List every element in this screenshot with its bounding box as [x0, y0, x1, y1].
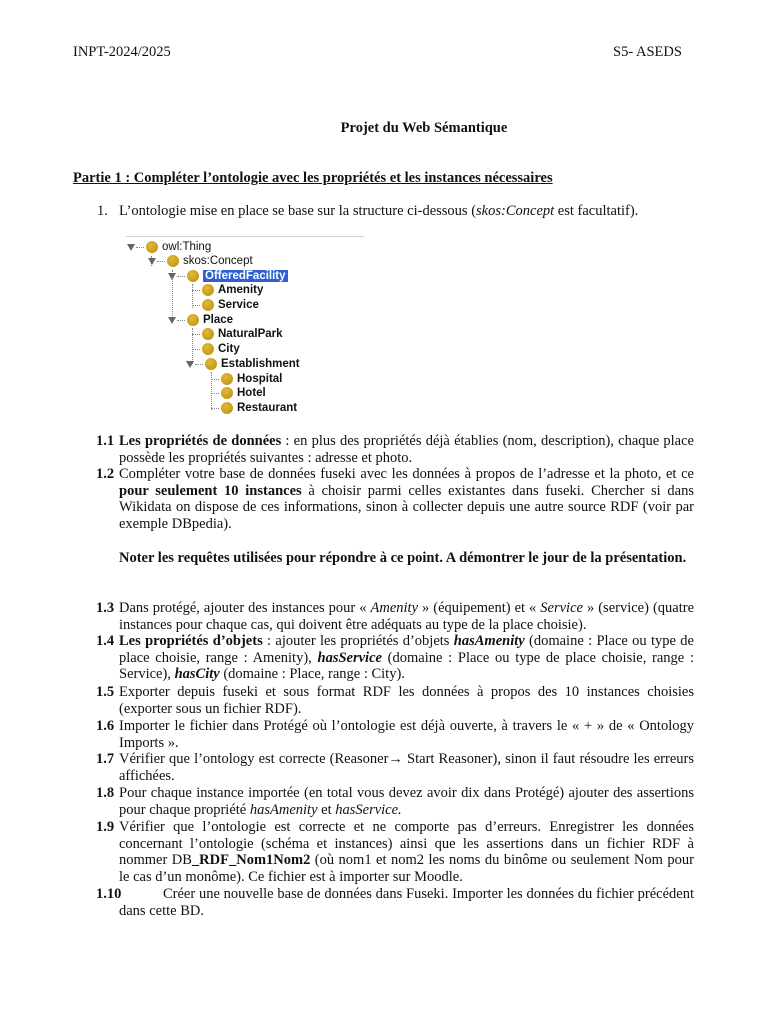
class-icon	[221, 402, 233, 414]
tree-dots	[157, 261, 165, 262]
property-name: hasService.	[335, 801, 402, 818]
section-text: » (service) (quatre instances pour chaque cas, qui doivent être adéquats au type de la place choisie).	[119, 600, 695, 633]
tree-node-restaurant[interactable]	[211, 401, 297, 415]
expand-triangle-icon[interactable]	[127, 244, 135, 251]
section-1-6	[96, 718, 694, 751]
section-text: Exporter depuis fuseki et sous format RDF les données à propos des 10 instances choisies (exporter sous un fichier RDF).	[119, 684, 694, 717]
section-text: Vérifier que l’ontology est correcte (Reasoner→ Start Reasoner), sinon il faut résoudre les erreurs affichées.	[119, 751, 694, 784]
tree-node-place[interactable]	[168, 313, 233, 327]
section-bold: Les propriétés d’objets	[119, 633, 263, 649]
tree-node-amenity[interactable]	[192, 283, 263, 297]
class-icon	[187, 270, 199, 282]
section-bold: _RDF_Nom1Nom2	[191, 852, 311, 868]
section-number: 1.3	[96, 600, 115, 616]
section-1-4	[96, 633, 694, 683]
item-1-skos: skos:Concept	[476, 203, 555, 219]
class-icon	[221, 373, 233, 385]
class-icon	[146, 241, 158, 253]
tree-node-label: Restaurant	[237, 402, 298, 414]
section-number: 1.5	[96, 684, 115, 700]
item-1-text-a: L’ontologie mise en place se base sur la structure ci-dessous (	[119, 203, 477, 219]
tree-dots	[192, 349, 200, 350]
tree-node-hospital[interactable]	[211, 372, 282, 386]
expand-triangle-icon[interactable]	[168, 317, 176, 324]
item-1-text-c: est facultatif).	[554, 203, 639, 219]
section-1-8	[96, 785, 694, 818]
tree-node-label-selected: OfferedFacility	[205, 270, 286, 282]
tree-node-label: Hotel	[237, 387, 266, 399]
tree-dots	[177, 320, 185, 321]
section-number: 1.6	[96, 718, 115, 734]
class-icon	[187, 314, 199, 326]
tree-dots	[211, 393, 219, 394]
section-1-9	[96, 819, 694, 885]
section-text: Vérifier que l’ontologie est correcte et ne comporte pas d’erreurs. Enregistrer les données concernant l’ontologie (schéma et instances) ainsi que les assertions dans un fichier RDF à nommer DB	[119, 819, 694, 868]
class-icon	[221, 387, 233, 399]
section-number: 1.1	[96, 433, 115, 449]
property-name: hasAmenity	[453, 633, 525, 649]
class-icon	[205, 358, 217, 370]
tree-node-label: Place	[203, 314, 234, 326]
tree-dots	[192, 290, 200, 291]
tree-top-border	[126, 236, 364, 237]
section-text: à choisir parmi celles existantes dans fuseki. Chercher si dans Wikidata on dispose de ces informations, sinon à collecter depuis une autre source RDF (voir par exemple DBpedia).	[119, 482, 695, 532]
class-icon	[202, 299, 214, 311]
tree-dots	[195, 364, 203, 365]
ontology-tree	[122, 236, 372, 418]
section-1-5	[96, 684, 694, 717]
tree-node-label: Hospital	[237, 373, 283, 385]
section-text: : en plus des propriétés déjà établies (nom, description), chaque place possède les propriétés suivantes : adresse et photo.	[119, 433, 694, 466]
part1-title: Partie 1 : Compléter l’ontologie avec les propriétés et les instances nécessaires	[73, 170, 553, 186]
section-bold: pour seulement 10 instances	[119, 482, 302, 499]
section-text: et	[317, 801, 336, 818]
section-text: (domaine : Place, range : City).	[219, 666, 405, 682]
class-icon	[202, 343, 214, 355]
tree-node-label: owl:Thing	[162, 241, 212, 253]
tree-dots	[136, 247, 144, 248]
document-title: Projet du Web Sémantique	[340, 120, 508, 136]
section-1-2	[96, 466, 694, 532]
section-text: » (équipement) et «	[418, 600, 541, 616]
tree-dots	[192, 305, 200, 306]
section-1-7	[96, 751, 694, 784]
tree-node-city[interactable]	[192, 342, 240, 356]
tree-node-natural-park[interactable]	[192, 327, 283, 341]
section-1-3	[96, 600, 694, 633]
expand-triangle-icon[interactable]	[168, 273, 176, 280]
section-text: (où nom1 et nom2 les noms du binôme ou seulement Nom pour le cas d’un monôme). Ce fichier est à importer sur Moodle.	[119, 852, 694, 885]
item-1	[97, 203, 638, 220]
section-text: : ajouter les propriétés d’objets	[262, 633, 454, 649]
section-italic: Amenity	[370, 600, 419, 616]
section-number: 1.4	[96, 633, 115, 649]
tree-node-label: Establishment	[221, 358, 300, 370]
tree-node-label: NaturalPark	[218, 328, 283, 340]
section-text: Importer le fichier dans Protégé où l’ontologie est déjà ouverte, à travers le « + » de « Ontology Imports ».	[119, 718, 694, 751]
tree-dots	[177, 276, 185, 277]
section-text: (domaine : Place ou type de place choisie, range : Service),	[119, 649, 694, 682]
tree-dots	[211, 408, 219, 409]
tree-node-label: City	[218, 343, 240, 355]
section-1-1	[96, 433, 694, 466]
property-name: hasCity	[174, 666, 220, 682]
section-bold: Les propriétés de données	[119, 433, 282, 449]
tree-node-label: Service	[218, 299, 259, 311]
tree-node-establishment[interactable]	[186, 357, 300, 371]
section-number: 1.2	[96, 466, 115, 482]
section-number: 1.7	[96, 751, 115, 767]
class-icon	[202, 284, 214, 296]
section-number: 1.9	[96, 819, 115, 835]
tree-dots	[192, 334, 200, 335]
section-text: Créer une nouvelle base de données dans Fuseki. Importer les données du fichier précédent dans cette BD.	[119, 886, 694, 919]
tree-node-offered-facility[interactable]	[168, 269, 288, 283]
expand-triangle-icon[interactable]	[186, 361, 194, 368]
tree-dots	[211, 379, 219, 380]
section-text: Compléter votre base de données fuseki avec les données à propos de l’adresse et la photo, et ce	[119, 466, 694, 482]
tree-node-label: Amenity	[218, 284, 264, 296]
class-icon	[202, 328, 214, 340]
header-left: INPT-2024/2025	[73, 44, 171, 60]
section-number: 1.8	[96, 785, 115, 801]
section-text: Dans protégé, ajouter des instances pour «	[119, 600, 371, 616]
section-italic: Service	[540, 600, 583, 616]
item-1-number: 1.	[97, 203, 108, 219]
class-icon	[167, 255, 179, 267]
property-name: hasAmenity	[249, 801, 318, 818]
note-requests: Noter les requêtes utilisées pour répondre à ce point. A démontrer le jour de la présentation.	[119, 550, 687, 566]
section-text: Pour chaque instance importée (en total vous devez avoir dix dans Protégé) ajouter des assertions pour chaque propriété	[119, 785, 694, 818]
tree-node-service[interactable]	[192, 298, 259, 312]
tree-node-skos-concept[interactable]	[148, 254, 253, 268]
header-right: S5- ASEDS	[613, 44, 682, 60]
expand-triangle-icon[interactable]	[148, 258, 156, 265]
tree-node-label: skos:Concept	[183, 255, 253, 267]
tree-node-hotel[interactable]	[211, 386, 266, 400]
property-name: hasService	[317, 649, 382, 666]
section-text: (domaine : Place ou type de place choisie, range : Amenity),	[119, 633, 694, 666]
section-number: 1.10	[96, 886, 122, 902]
tree-node-owl-thing[interactable]	[127, 240, 211, 254]
section-1-10	[96, 886, 694, 919]
